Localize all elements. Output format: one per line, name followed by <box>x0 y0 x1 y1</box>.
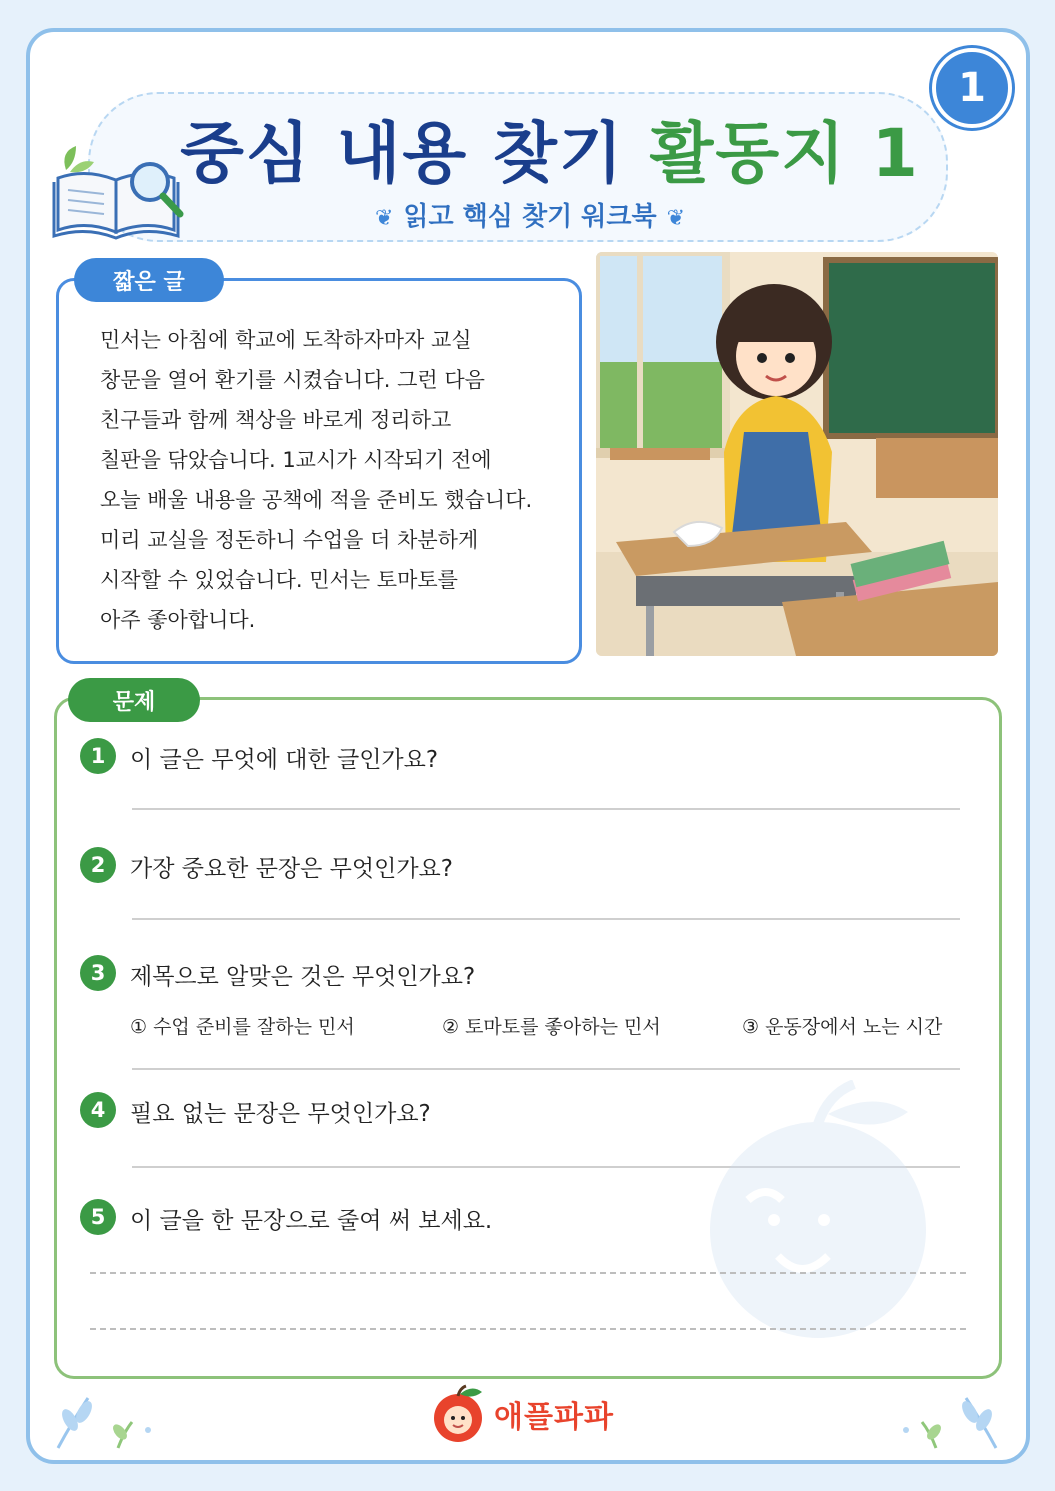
answer-option[interactable]: ① 수업 준비를 잘하는 민서 <box>130 1016 355 1038</box>
answer-line[interactable] <box>90 1328 966 1330</box>
question-number: 4 <box>80 1092 116 1128</box>
passage-text <box>100 320 570 640</box>
logo-text: 애플파파 <box>494 1400 614 1435</box>
passage-line: 창문을 열어 환기를 시켰습니다. 그런 다음 <box>100 368 485 392</box>
apple-icon <box>428 1384 488 1444</box>
brand-logo <box>428 1384 614 1444</box>
leaf-decoration-icon <box>896 1392 1006 1452</box>
page-title <box>150 100 950 195</box>
question-text: 제목으로 알맞은 것은 무엇인가요? <box>130 964 476 990</box>
title-main: 중심 내용 찾기 <box>180 115 625 192</box>
answer-option[interactable]: ③ 운동장에서 노는 시간 <box>742 1016 943 1038</box>
passage-label: 짧은 글 <box>74 258 224 302</box>
apple-watermark-icon <box>678 1080 958 1340</box>
passage-line: 오늘 배울 내용을 공책에 적을 준비도 했습니다. <box>100 488 533 512</box>
question-label: 문제 <box>68 678 200 722</box>
subtitle-text: 읽고 핵심 찾기 워크북 <box>403 202 657 232</box>
question-text: 이 글은 무엇에 대한 글인가요? <box>130 747 439 773</box>
answer-line[interactable] <box>132 808 960 810</box>
answer-line <box>132 1068 960 1070</box>
question-text: 가장 중요한 문장은 무엇인가요? <box>130 856 453 882</box>
question-number: 2 <box>80 847 116 883</box>
answer-line[interactable] <box>132 918 960 920</box>
passage-line: 칠판을 닦았습니다. 1교시가 시작되기 전에 <box>100 448 492 472</box>
passage-line: 미리 교실을 정돈하니 수업을 더 차분하게 <box>100 528 479 552</box>
leaf-icon: ❦ <box>666 206 686 231</box>
passage-line: 민서는 아침에 학교에 도착하자마자 교실 <box>100 328 472 352</box>
answer-line[interactable] <box>90 1272 966 1274</box>
leaf-decoration-icon <box>48 1392 158 1452</box>
passage-line: 시작할 수 있었습니다. 민서는 토마토를 <box>100 568 458 592</box>
question-text: 이 글을 한 문장으로 줄여 써 보세요. <box>130 1208 493 1234</box>
answer-option[interactable]: ② 토마토를 좋아하는 민서 <box>442 1016 661 1038</box>
passage-line: 친구들과 함께 책상을 바로게 정리하고 <box>100 408 452 432</box>
question-number: 5 <box>80 1199 116 1235</box>
title-accent: 활동지 1 <box>649 115 920 192</box>
question-text: 필요 없는 문장은 무엇인가요? <box>130 1101 431 1127</box>
question-number: 3 <box>80 955 116 991</box>
classroom-illustration <box>596 252 998 656</box>
page-number-badge: 1 <box>932 48 1012 128</box>
page-subtitle <box>300 196 760 233</box>
leaf-icon: ❦ <box>374 206 394 231</box>
question-number: 1 <box>80 738 116 774</box>
passage-line: 아주 좋아합니다. <box>100 608 256 632</box>
